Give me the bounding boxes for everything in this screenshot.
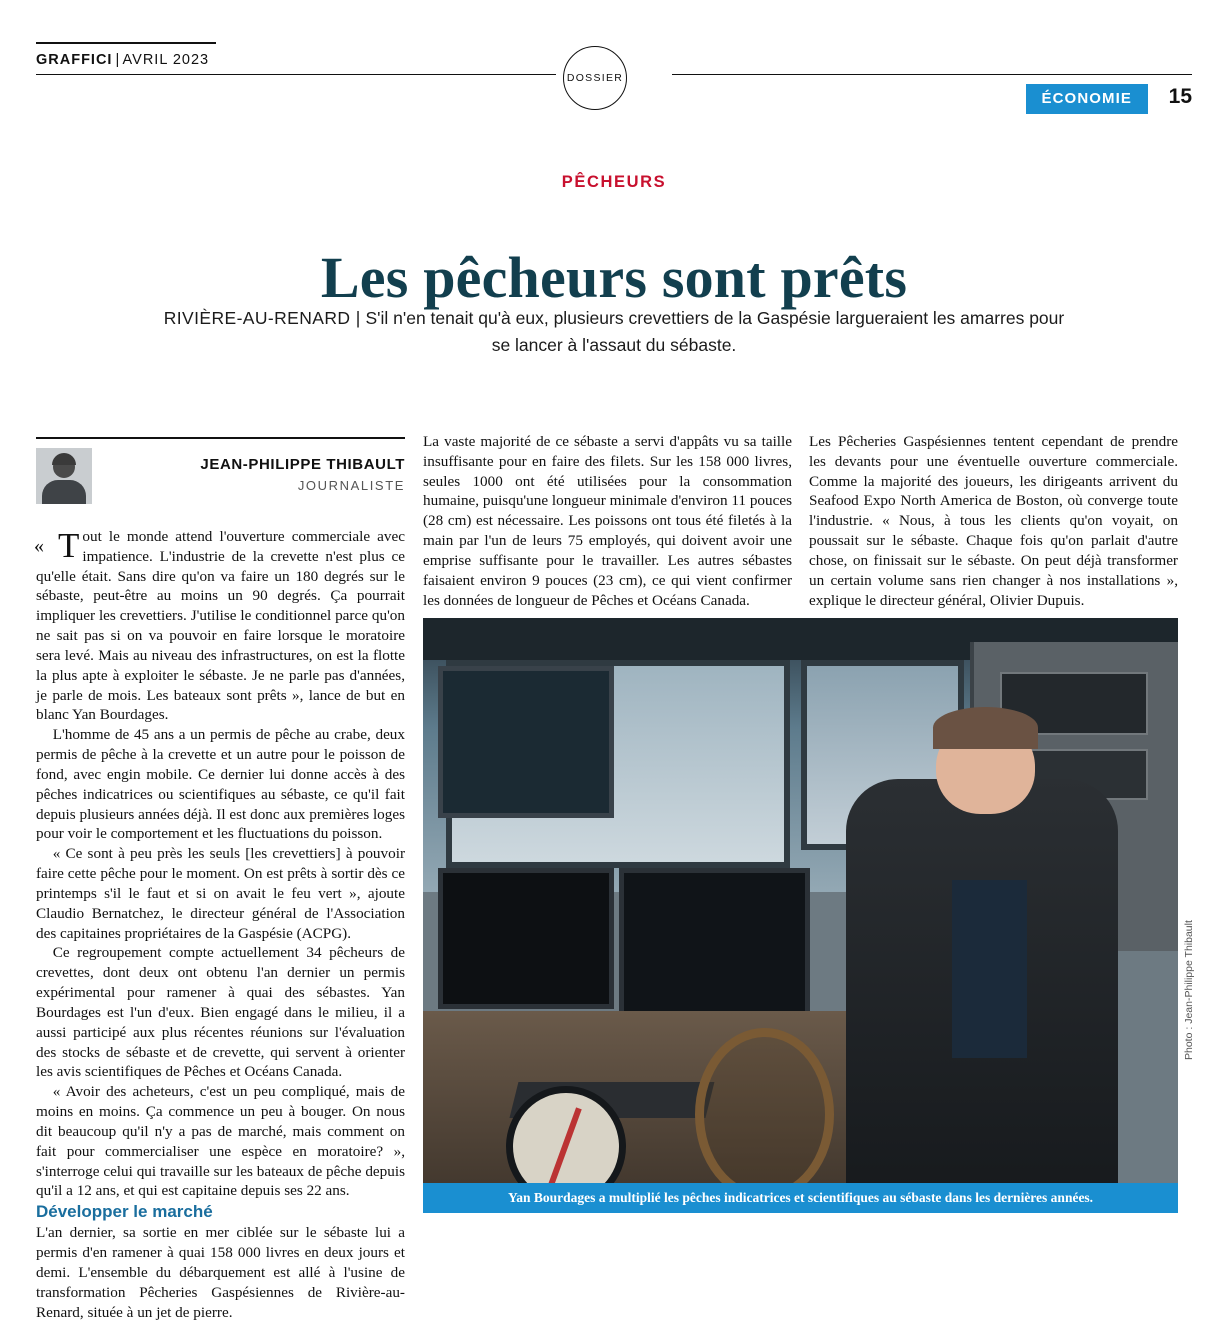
byline-rule bbox=[36, 437, 405, 439]
photo-monitor-left bbox=[438, 868, 614, 1009]
author-role: JOURNALISTE bbox=[297, 478, 405, 493]
drop-cap: T bbox=[58, 526, 80, 565]
photo-subject-hair bbox=[933, 707, 1039, 749]
article-photo bbox=[423, 618, 1178, 1213]
publication-name: GRAFFICI bbox=[36, 52, 113, 68]
section-subheading: Développer le marché bbox=[36, 1202, 213, 1222]
article-column-2 bbox=[423, 432, 792, 610]
paragraph: L'an dernier, sa sortie en mer ciblée sur le sébaste lui a permis d'en ramener à quai 158 000 livres en deux jours et demi. L'ensemble du débarquement est allé à l'usine de transformation Pêcheries Gaspésiennes de Rivière-au-Renard, située à un jet de pierre. bbox=[36, 1224, 405, 1321]
header-rule-left bbox=[36, 74, 556, 75]
author-name: JEAN-PHILIPPE THIBAULT bbox=[200, 456, 405, 473]
section-tag: ÉCONOMIE bbox=[1026, 84, 1148, 114]
photo-ship-wheel bbox=[695, 1028, 834, 1201]
masthead-separator: | bbox=[115, 52, 120, 68]
paragraph: L'homme de 45 ans a un permis de pêche au crabe, deux permis de pêche à la crevette et un autre pour le poisson de fond, avec engin mobile. Ce dernier lui donne accès à des pêches indicatrices ou scientifiques au sébaste, ce qu'il fait depuis plusieurs années déjà. Il est donc aux premières loges pour voir le comportement et les fluctuations du poisson. bbox=[36, 726, 405, 843]
standfirst-location: RIVIÈRE-AU-RENARD | bbox=[163, 308, 361, 328]
paragraph: La vaste majorité de ce sébaste a servi d'appâts vu sa taille insuffisante pour en faire des filets. Sur les 158 000 livres, seules 1000 ont été utilisées pour la consommation humaine, puisqu'une longueur minimale d'environ 11 pouces (28 cm) est nécessaire. Les poissons ont tous été filetés à la main par l'un de leurs 75 employés, qui doivent avoir une emprise suffisante pour le travailler. Les autres sébastes faisaient environ 9 pouces (23 cm), ce qui vient confirmer les données de longueur de Pêches et Océans Canada. bbox=[423, 433, 792, 609]
byline bbox=[36, 448, 405, 504]
dossier-badge: DOSSIER bbox=[563, 46, 627, 110]
page-number: 15 bbox=[1168, 85, 1192, 108]
avatar bbox=[36, 448, 92, 504]
header-rule-right bbox=[672, 74, 1192, 75]
photo-subject-shirt bbox=[952, 880, 1028, 1059]
photo-overhead-screen bbox=[438, 666, 614, 819]
paragraph bbox=[36, 527, 405, 725]
photo-caption: Yan Bourdages a multiplié les pêches indicatrices et scientifiques au sébaste dans les dernières années. bbox=[423, 1183, 1178, 1213]
masthead bbox=[36, 42, 216, 68]
paragraph: « Avoir des acheteurs, c'est un peu compliqué, mais de moins en moins. Ça commence un peu à bouger. On nous dit beaucoup qu'il n'y a pas de marché, mais comment on fait pour commercialiser une espèce en moratoire? », s'interroge celui qui travaille sur les bateaux de pêche depuis qu'il a 12 ans, et qui est capitaine depuis ses 22 ans. bbox=[36, 1083, 405, 1200]
opening-quote-mark: « bbox=[34, 535, 44, 557]
photo-monitor-middle bbox=[619, 868, 810, 1021]
page-title: Les pêcheurs sont prêts bbox=[320, 244, 908, 310]
article-standfirst bbox=[160, 305, 1068, 359]
avatar-body bbox=[42, 480, 86, 504]
photo-credit: Photo : Jean-Philippe Thibault bbox=[1183, 920, 1195, 1060]
photo-compass-needle bbox=[548, 1107, 582, 1186]
paragraph-text: out le monde attend l'ouverture commerciale avec impatience. L'industrie de la crevette n'est plus ce qu'elle était. Sans dire qu'on va faire un 180 degrés sur le sébaste, peut-être au moins un 90 degrés. Ça pourrait impliquer les crevettiers. J'utilise le conditionnel parce qu'on ne sait pas si on va pouvoir en faire lorsque le moratoire sera levé. Mais au niveau des infrastructures, on est la flotte la plus apte à exploiter le sébaste. Je ne parle pas d'années, je parle de mois. Les bateaux sont prêts », lance de but en blanc Yan Bourdages. bbox=[36, 528, 405, 724]
issue-date: AVRIL 2023 bbox=[122, 52, 210, 68]
article-column-3 bbox=[809, 432, 1178, 610]
article-kicker: PÊCHEURS bbox=[561, 173, 667, 191]
paragraph: Ce regroupement compte actuellement 34 pêcheurs de crevettes, dont deux ont obtenu l'an dernier un permis expérimental pour ramener à quai des sébastes. Yan Bourdages est l'un d'eux. Bien engagé dans le milieu, il a aussi participé aux plus récentes réunions sur l'évaluation des stocks de sébaste et de crevette, qui servent à orienter les avis scientifiques de Pêches et Océans Canada. bbox=[36, 944, 405, 1081]
article-column-1 bbox=[36, 527, 405, 1322]
paragraph: Les Pêcheries Gaspésiennes tentent cependant de prendre les devants pour une éventuelle ouverture commerciale. Comme la majorité des joueurs, les dirigeants arrivent du Seafood Expo North America de Boston, où converge toute l'industrie. « Nous, à tous les clients qu'on voyait, on poussait sur le sébaste. Chaque fois qu'on parlait d'autre chose, on finissait sur le sébaste. On peut déjà transformer un certain volume sans rien changer à nos installations », explique le directeur général, Olivier Dupuis. bbox=[809, 433, 1178, 609]
avatar-hair bbox=[52, 453, 76, 465]
standfirst-text: S'il n'en tenait qu'à eux, plusieurs crevettiers de la Gaspésie largueraient les amarres pour se lancer à l'assaut du sébaste. bbox=[360, 308, 1065, 356]
paragraph: « Ce sont à peu près les seuls [les crevettiers] à pouvoir faire cette pêche pour le moment. On est prêts à sortir dès ce printemps s'il le faut et si on avait le feu vert », ajoute Claudio Bernatchez, le directeur général de l'Association des capitaines propriétaires de la Gaspésie (ACPG). bbox=[36, 845, 405, 942]
